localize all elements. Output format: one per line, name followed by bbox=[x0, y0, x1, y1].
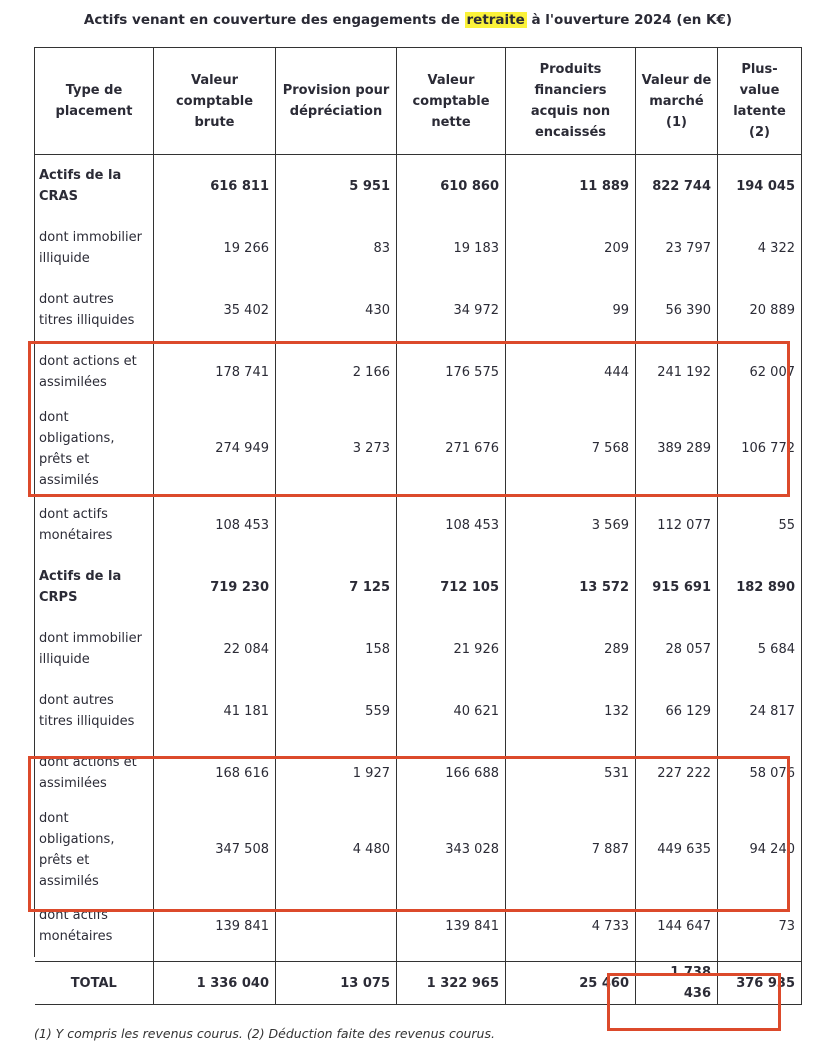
cell-accrued-income: 13 572 bbox=[506, 556, 636, 618]
cell-accrued-income: 4 733 bbox=[506, 895, 636, 957]
cell-market-value: 389 289 bbox=[636, 403, 718, 494]
cell-gross-book-value: 22 084 bbox=[154, 618, 276, 680]
table-row bbox=[35, 618, 802, 680]
row-label-line: CRPS bbox=[39, 590, 78, 605]
row-label bbox=[35, 618, 154, 680]
header-line: Valeur de bbox=[641, 72, 712, 88]
row-label-line: prêts et bbox=[39, 451, 90, 467]
title-highlight: retraite bbox=[466, 12, 525, 28]
cell-unrealized-gain: 58 076 bbox=[718, 742, 802, 804]
cell-market-value: 56 390 bbox=[636, 279, 718, 341]
col-header-type bbox=[35, 48, 154, 155]
row-label-line: dont autres bbox=[39, 693, 114, 708]
row-label-line: dont actions et bbox=[39, 755, 137, 770]
row-label-line: assimilées bbox=[39, 375, 107, 390]
row-label-line: assimilés bbox=[39, 873, 99, 889]
header-line: Plus-value bbox=[739, 62, 780, 98]
header-line: (1) bbox=[666, 114, 687, 130]
cell-impairment-provision: 5 951 bbox=[276, 155, 397, 218]
cell-net-book-value: 176 575 bbox=[397, 341, 506, 403]
cell-gross-book-value: 719 230 bbox=[154, 556, 276, 618]
cell-impairment-provision: 2 166 bbox=[276, 341, 397, 403]
header-line: encaissés bbox=[534, 125, 607, 140]
row-label bbox=[35, 680, 154, 742]
row-label-line: monétaires bbox=[39, 929, 113, 944]
col-header-accrued-income bbox=[506, 48, 636, 155]
col-header-net-book-value bbox=[397, 48, 506, 155]
table-row bbox=[35, 680, 802, 742]
cell-unrealized-gain: 62 007 bbox=[718, 341, 802, 403]
cell-impairment-provision bbox=[276, 494, 397, 556]
cell-market-value: 227 222 bbox=[636, 742, 718, 804]
cell-accrued-income: 132 bbox=[506, 680, 636, 742]
cell-market-value: 112 077 bbox=[636, 494, 718, 556]
cell-unrealized-gain: 20 889 bbox=[718, 279, 802, 341]
cell-net-book-value: 40 621 bbox=[397, 680, 506, 742]
row-label bbox=[35, 494, 154, 556]
cell-unrealized-gain: 106 772 bbox=[718, 403, 802, 494]
row-label-line: Actifs de la bbox=[39, 569, 122, 584]
cell-accrued-income: 3 569 bbox=[506, 494, 636, 556]
row-label-line: CRAS bbox=[39, 189, 78, 204]
cell-net-book-value: 271 676 bbox=[397, 403, 506, 494]
cell-gross-book-value: 178 741 bbox=[154, 341, 276, 403]
total-gross-book-value: 1 336 040 bbox=[154, 962, 276, 1005]
header-line: dépréciation bbox=[289, 104, 383, 119]
row-label-line: illiquide bbox=[39, 652, 90, 667]
header-line: acquis non bbox=[530, 104, 611, 119]
header-line: comptable bbox=[175, 93, 254, 109]
col-header-market-value bbox=[636, 48, 718, 155]
cell-gross-book-value: 616 811 bbox=[154, 155, 276, 218]
cell-accrued-income: 209 bbox=[506, 217, 636, 279]
col-header-impairment-provision bbox=[276, 48, 397, 155]
table-row bbox=[35, 217, 802, 279]
cell-impairment-provision: 559 bbox=[276, 680, 397, 742]
cell-net-book-value: 343 028 bbox=[397, 804, 506, 895]
row-label-line: titres illiquides bbox=[39, 313, 135, 328]
header-line: comptable bbox=[412, 93, 490, 109]
table-title bbox=[0, 12, 816, 28]
total-market-value: 1 738 436 bbox=[636, 962, 718, 1005]
cell-market-value: 144 647 bbox=[636, 895, 718, 957]
cell-impairment-provision: 4 480 bbox=[276, 804, 397, 895]
cell-gross-book-value: 41 181 bbox=[154, 680, 276, 742]
table-row bbox=[35, 155, 802, 218]
cell-unrealized-gain: 73 bbox=[718, 895, 802, 957]
row-label bbox=[35, 556, 154, 618]
cell-accrued-income: 7 887 bbox=[506, 804, 636, 895]
cell-unrealized-gain: 4 322 bbox=[718, 217, 802, 279]
header-line: brute bbox=[194, 114, 235, 130]
cell-unrealized-gain: 24 817 bbox=[718, 680, 802, 742]
header-line: placement bbox=[55, 104, 133, 119]
row-label-line: dont actifs bbox=[39, 507, 108, 522]
cell-accrued-income: 289 bbox=[506, 618, 636, 680]
cell-market-value: 66 129 bbox=[636, 680, 718, 742]
cell-accrued-income: 444 bbox=[506, 341, 636, 403]
cell-gross-book-value: 108 453 bbox=[154, 494, 276, 556]
table-row bbox=[35, 556, 802, 618]
cell-gross-book-value: 274 949 bbox=[154, 403, 276, 494]
header-line: nette bbox=[431, 114, 471, 130]
row-label-line: Actifs de la bbox=[39, 168, 122, 183]
row-label-line: dont immobilier bbox=[39, 631, 142, 646]
header-line: Produits bbox=[539, 62, 602, 77]
cell-market-value: 241 192 bbox=[636, 341, 718, 403]
cell-impairment-provision: 3 273 bbox=[276, 403, 397, 494]
cell-market-value: 822 744 bbox=[636, 155, 718, 218]
row-label-line: dont immobilier bbox=[39, 230, 142, 245]
cell-unrealized-gain: 182 890 bbox=[718, 556, 802, 618]
cell-market-value: 23 797 bbox=[636, 217, 718, 279]
table-row bbox=[35, 279, 802, 341]
total-accrued-income: 25 460 bbox=[506, 962, 636, 1005]
header-line: Valeur bbox=[427, 72, 475, 88]
header-row bbox=[35, 48, 802, 155]
cell-impairment-provision: 158 bbox=[276, 618, 397, 680]
header-line: Valeur bbox=[190, 72, 239, 88]
row-label-line: dont actifs bbox=[39, 908, 108, 923]
row-label bbox=[35, 217, 154, 279]
col-header-gross-book-value bbox=[154, 48, 276, 155]
total-net-book-value: 1 322 965 bbox=[397, 962, 506, 1005]
cell-accrued-income: 531 bbox=[506, 742, 636, 804]
cell-net-book-value: 19 183 bbox=[397, 217, 506, 279]
header-line: marché bbox=[649, 93, 704, 109]
title-text-after: à l'ouverture 2024 (en K€) bbox=[526, 12, 733, 28]
cell-market-value: 915 691 bbox=[636, 556, 718, 618]
cell-unrealized-gain: 194 045 bbox=[718, 155, 802, 218]
cell-net-book-value: 21 926 bbox=[397, 618, 506, 680]
cell-market-value: 449 635 bbox=[636, 804, 718, 895]
cell-market-value: 28 057 bbox=[636, 618, 718, 680]
cell-gross-book-value: 139 841 bbox=[154, 895, 276, 957]
row-label-line: titres illiquides bbox=[39, 714, 135, 729]
total-unrealized-gain: 376 935 bbox=[718, 962, 802, 1005]
header-line: financiers bbox=[534, 83, 607, 98]
cell-gross-book-value: 19 266 bbox=[154, 217, 276, 279]
col-header-unrealized-gain bbox=[718, 48, 802, 155]
cell-net-book-value: 166 688 bbox=[397, 742, 506, 804]
row-label-line: dont actions et bbox=[39, 354, 137, 369]
row-label bbox=[35, 279, 154, 341]
total-label: TOTAL bbox=[35, 962, 154, 1005]
row-label bbox=[35, 155, 154, 218]
row-label-line: monétaires bbox=[39, 528, 113, 543]
row-label-line: illiquide bbox=[39, 251, 90, 266]
cell-net-book-value: 139 841 bbox=[397, 895, 506, 957]
row-label-line: assimilées bbox=[39, 776, 107, 791]
row-label-line: assimilés bbox=[39, 472, 99, 488]
annotation-box-cras-bonds bbox=[28, 341, 790, 497]
cell-net-book-value: 712 105 bbox=[397, 556, 506, 618]
cell-unrealized-gain: 5 684 bbox=[718, 618, 802, 680]
row-label-line: dont bbox=[39, 409, 69, 425]
cell-net-book-value: 610 860 bbox=[397, 155, 506, 218]
cell-impairment-provision: 83 bbox=[276, 217, 397, 279]
cell-gross-book-value: 347 508 bbox=[154, 804, 276, 895]
cell-gross-book-value: 35 402 bbox=[154, 279, 276, 341]
cell-unrealized-gain: 94 240 bbox=[718, 804, 802, 895]
row-label-line: dont autres bbox=[39, 292, 114, 307]
row-label-line: obligations, bbox=[39, 831, 115, 847]
header-line: latente (2) bbox=[733, 104, 786, 140]
table-row bbox=[35, 494, 802, 556]
row-label-line: dont bbox=[39, 810, 69, 826]
total-impairment-provision: 13 075 bbox=[276, 962, 397, 1005]
header-line: Type de bbox=[65, 83, 123, 98]
cell-unrealized-gain: 55 bbox=[718, 494, 802, 556]
annotation-box-total-market bbox=[607, 973, 781, 1031]
cell-net-book-value: 34 972 bbox=[397, 279, 506, 341]
cell-accrued-income: 7 568 bbox=[506, 403, 636, 494]
cell-accrued-income: 11 889 bbox=[506, 155, 636, 218]
cell-accrued-income: 99 bbox=[506, 279, 636, 341]
row-label-line: prêts et bbox=[39, 852, 90, 868]
cell-net-book-value: 108 453 bbox=[397, 494, 506, 556]
header-line: Provision pour bbox=[282, 83, 390, 98]
cell-impairment-provision: 1 927 bbox=[276, 742, 397, 804]
cell-gross-book-value: 168 616 bbox=[154, 742, 276, 804]
cell-impairment-provision: 7 125 bbox=[276, 556, 397, 618]
row-label-line: obligations, bbox=[39, 430, 115, 446]
footnote: (1) Y compris les revenus courus. (2) Déduction faite des revenus courus. bbox=[34, 1026, 495, 1041]
annotation-box-crps-bonds bbox=[28, 756, 790, 912]
cell-impairment-provision: 430 bbox=[276, 279, 397, 341]
title-text-before: Actifs venant en couverture des engagements de bbox=[83, 12, 465, 28]
